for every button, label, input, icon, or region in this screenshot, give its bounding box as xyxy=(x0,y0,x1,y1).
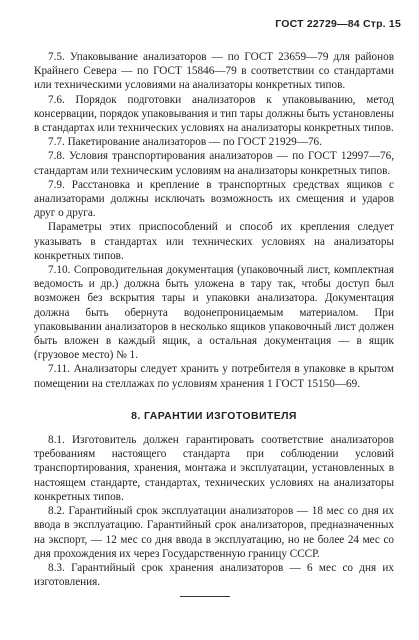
paragraph-8-3: 8.3. Гарантийный срок хранения анализаторов — 6 мес со дня их изготовления. xyxy=(34,561,394,589)
paragraph-7-9: 7.9. Расстановка и крепление в транспортных средствах ящиков с анализаторами должны исключать возможность их смещения и ударов друг о друга. xyxy=(34,178,394,220)
paragraph-7-6: 7.6. Порядок подготовки анализаторов к упаковыванию, метод консервации, порядок упаковывания и тип тары должны быть установлены в стандартах или технических условиях на анализаторы конкретных типов. xyxy=(34,93,394,135)
paragraph-7-5: 7.5. Упаковывание анализаторов — по ГОСТ 23659—79 для районов Крайнего Севера — по ГОСТ 15846—79 в соответствии со стандартами или техническими условиями на анализаторы конкретных типов. xyxy=(34,51,394,92)
paragraph-7-10: 7.10. Сопроводительная документация (упаковочный лист, комплектная ведомость и др.) должна быть уложена в тару так, чтобы доступ был возможен без вскрытия тары и упаковки анализатора. Документация должна быть обернута водонепроницаемым материалом. При упаковывании анализаторов в несколько ящиков упаковочный лист должен быть вложен в каждый ящик, а остальная документация — в ящик (грузовое место) № 1. xyxy=(34,264,394,362)
paragraph-8-1: 8.1. Изготовитель должен гарантировать соответствие анализаторов требованиям настоящего стандарта при соблюдении условий транспортирования, хранения, монтажа и эксплуатации, установленных в настоящем стандарте, стандартах, технических условиях на анализаторы конкретных типов. xyxy=(34,434,394,503)
paragraph-8-2: 8.2. Гарантийный срок эксплуатации анализаторов — 18 мес со дня их ввода в эксплуатацию. Гарантийный срок анализаторов, предназначенных на экспорт, — 12 мес со дня ввода в эксплуатацию, но не более 24 мес со дня прохождения их через Государственную границу СССР. xyxy=(34,505,394,560)
section-title-guarantees: 8. ГАРАНТИИ ИЗГОТОВИТЕЛЯ xyxy=(131,409,297,422)
end-rule xyxy=(180,596,230,597)
page-header: ГОСТ 22729—84 Стр. 15 xyxy=(275,18,401,30)
paragraph-7-9-parameters: Параметры этих приспособлений и способ их крепления следует указывать в стандартах или технических условиях на анализаторы конкретных типов. xyxy=(34,221,394,262)
page-content xyxy=(34,50,394,589)
paragraph-7-8: 7.8. Условия транспортирования анализаторов — по ГОСТ 12997—76, стандартам или техническим условиям на анализаторы конкретных типов. xyxy=(34,150,394,177)
paragraph-7-11: 7.11. Анализаторы следует хранить у потребителя в упаковке в крытом помещении на стеллажах по условиям хранения 1 ГОСТ 15150—69. xyxy=(34,363,394,390)
paragraph-7-7: 7.7. Пакетирование анализаторов — по ГОСТ 21929—76. xyxy=(48,136,322,149)
